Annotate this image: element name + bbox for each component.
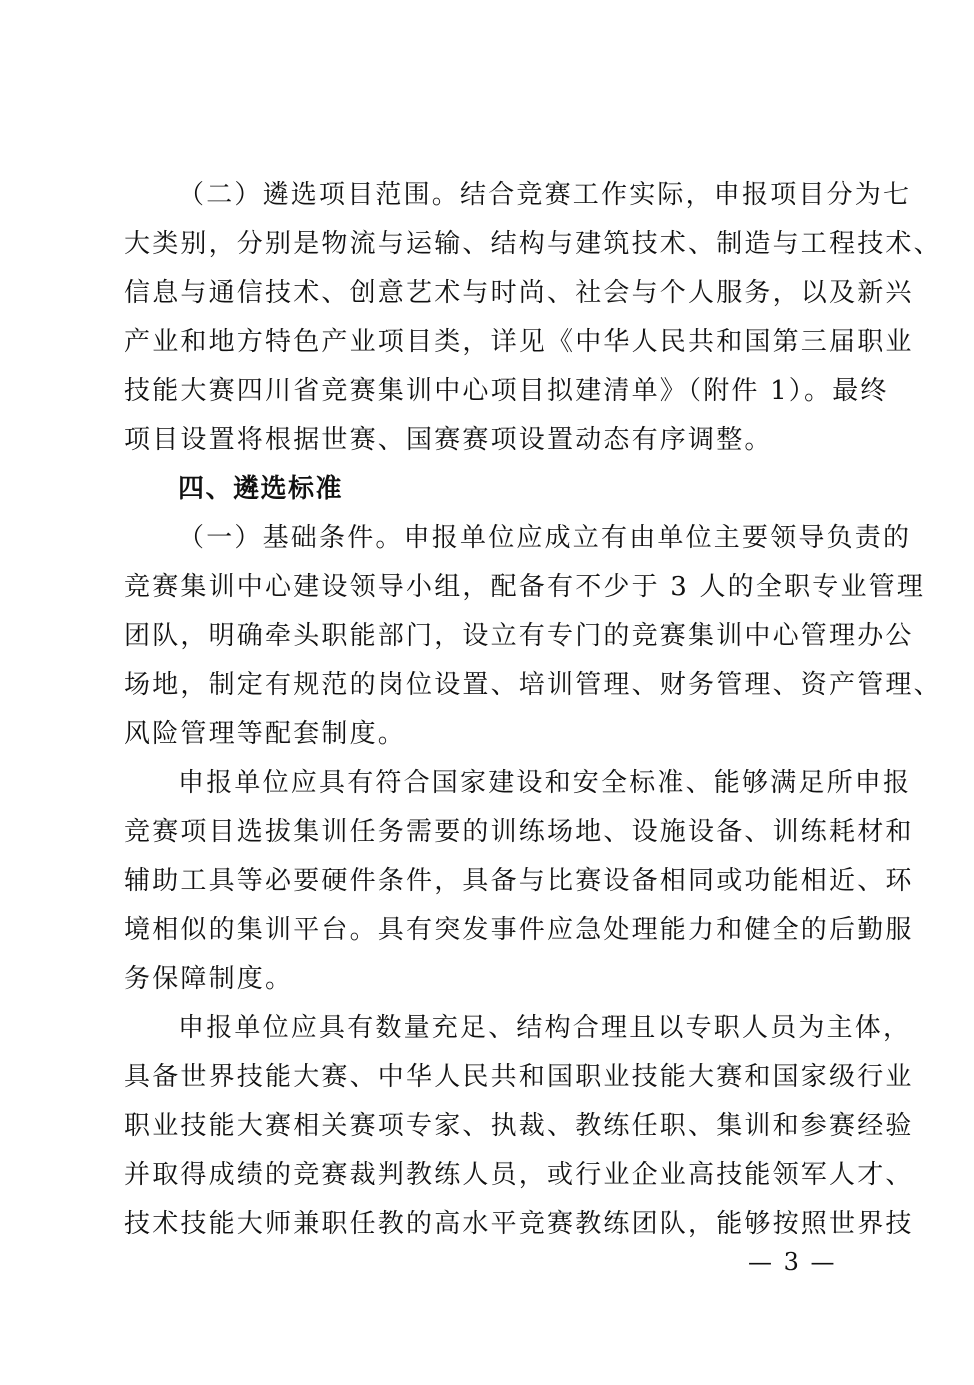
paragraph-line: 技能大赛四川省竞赛集训中心项目拟建清单》（附件 1）。最终 <box>124 376 889 406</box>
paragraph-line: 项目设置将根据世赛、国赛赛项设置动态有序调整。 <box>124 425 773 455</box>
paragraph-line: 竞赛项目选拔集训任务需要的训练场地、设施设备、训练耗材和 <box>124 817 914 847</box>
paragraph-line: 竞赛集训中心建设领导小组，配备有不少于 3 人的全职专业管理 <box>124 572 926 602</box>
paragraph-line: 并取得成绩的竞赛裁判教练人员，或行业企业高技能领军人才、 <box>124 1160 914 1190</box>
paragraph-line: 具备世界技能大赛、中华人民共和国职业技能大赛和国家级行业 <box>124 1062 914 1092</box>
paragraph-line: 职业技能大赛相关赛项专家、执裁、教练任职、集训和参赛经验 <box>124 1111 914 1141</box>
paragraph-line: （一）基础条件。申报单位应成立有由单位主要领导负责的 <box>178 523 912 553</box>
paragraph-line: 务保障制度。 <box>124 964 294 994</box>
paragraph-line: 申报单位应具有符合国家建设和安全标准、能够满足所申报 <box>178 768 912 798</box>
page-number: — 3 — <box>748 1248 837 1276</box>
paragraph-line: 大类别，分别是物流与运输、结构与建筑技术、制造与工程技术、 <box>124 229 942 259</box>
paragraph-line: 信息与通信技术、创意艺术与时尚、社会与个人服务，以及新兴 <box>124 278 914 308</box>
paragraph-line: （二）遴选项目范围。结合竞赛工作实际，申报项目分为七 <box>178 180 912 210</box>
paragraph-line: 境相似的集训平台。具有突发事件应急处理能力和健全的后勤服 <box>124 915 914 945</box>
paragraph-line: 场地，制定有规范的岗位设置、培训管理、财务管理、资产管理、 <box>124 670 942 700</box>
paragraph-line: 技术技能大师兼职任教的高水平竞赛教练团队，能够按照世界技 <box>124 1209 914 1239</box>
paragraph-line: 风险管理等配套制度。 <box>124 719 407 749</box>
paragraph-line: 产业和地方特色产业项目类，详见《中华人民共和国第三届职业 <box>124 327 914 357</box>
section-heading: 四、遴选标准 <box>178 474 344 504</box>
paragraph-line: 团队，明确牵头职能部门，设立有专门的竞赛集训中心管理办公 <box>124 621 914 651</box>
paragraph-line: 申报单位应具有数量充足、结构合理且以专职人员为主体， <box>178 1013 912 1043</box>
paragraph-line: 辅助工具等必要硬件条件，具备与比赛设备相同或功能相近、环 <box>124 866 914 896</box>
